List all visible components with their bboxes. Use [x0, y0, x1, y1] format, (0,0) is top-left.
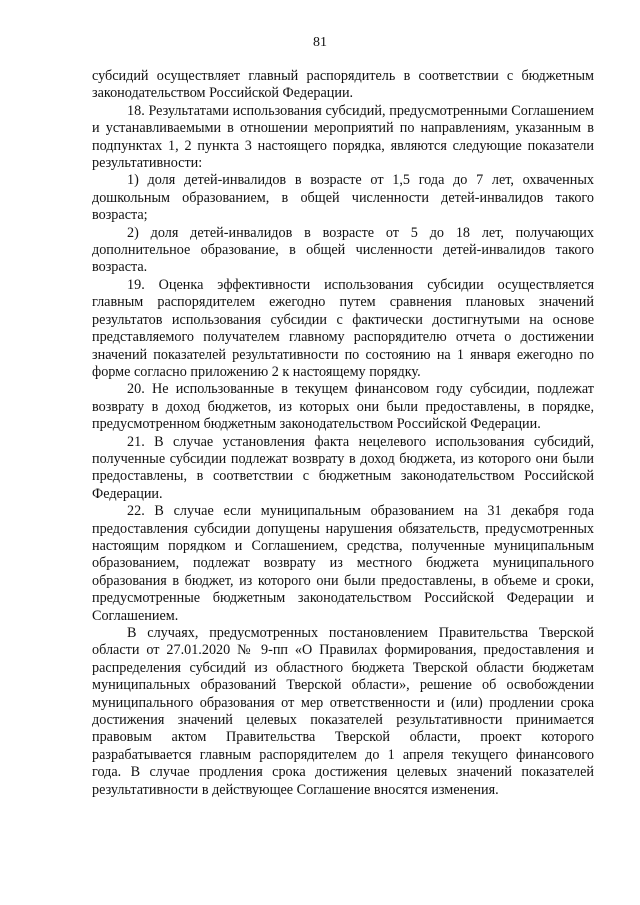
paragraph-item-19: 19. Оценка эффективности использования субсидии осуществляется главным распорядителем ежегодно путем сравнения плановых значений результатов использования субсидии с фактически достигнутыми на основе представляемого получателем главному распорядителю отчета о достижении значений показателей результативности по состоянию на 1 января ежегодно по форме согласно приложению 2 к настоящему порядку. — [92, 276, 594, 380]
paragraph-item-20: 20. Не использованные в текущем финансовом году субсидии, подлежат возврату в доход бюджетов, из которых они были предоставлены, в порядке, предусмотренном бюджетным законодательством Российской Федерации. — [92, 381, 594, 433]
paragraph-item-21: 21. В случае установления факта нецелевого использования субсидий, полученные субсидии подлежат возврату в доход бюджета, из которого они были предоставлены, в соответствии с бюджетным законодательством Российской Федерации. — [92, 433, 594, 502]
page-number: 81 — [313, 35, 327, 50]
paragraph-continuation: субсидий осуществляет главный распорядитель в соответствии с бюджетным законодательством Российской Федерации. — [92, 68, 594, 102]
paragraph-subitem-2: 2) доля детей-инвалидов в возрасте от 5 до 18 лет, получающих дополнительное образование, в общей численности детей-инвалидов такого возраста. — [92, 224, 594, 276]
paragraph-item-22: 22. В случае если муниципальным образованием на 31 декабря года предоставления субсидии допущены нарушения обязательств, предусмотренных настоящим порядком и Соглашением, средства, полученные муниципальным образованием, подлежат возврату из местного бюджета муниципального образования в бюджет, из которого они были предоставлены, в объеме и сроки, предусмотренные бюджетным законодательством Российской Федерации и Соглашением. — [92, 503, 594, 624]
paragraph-item-18: 18. Результатами использования субсидий, предусмотренными Соглашением и устанавливаемыми в отношении мероприятий по направлениям, указанным в подпунктах 1, 2 пункта 3 настоящего порядка, являются следующие показатели результативности: — [92, 102, 594, 172]
paragraph-subitem-1: 1) доля детей-инвалидов в возрасте от 1,5 года до 7 лет, охваченных дошкольным образованием, в общей численности детей-инвалидов такого возраста; — [92, 172, 594, 224]
paragraph-exemption-cases: В случаях, предусмотренных постановлением Правительства Тверской области от 27.01.2020 № 9-пп «О Правилах формирования, предоставления и распределения субсидий из областного бюджета Тверской области бюджетам муниципальных образований Тверской области», решение об освобождении муниципального образования от мер ответственности и (или) продлении срока достижения значений целевых показателей результативности принимается правовым актом Правительства Тверской области, проект которого разрабатывается главным распорядителем до 1 апреля текущего финансового года. В случае продления срока достижения целевых значений показателей результативности в действующее Соглашение вносятся изменения. — [92, 625, 594, 798]
document-body — [92, 68, 594, 799]
